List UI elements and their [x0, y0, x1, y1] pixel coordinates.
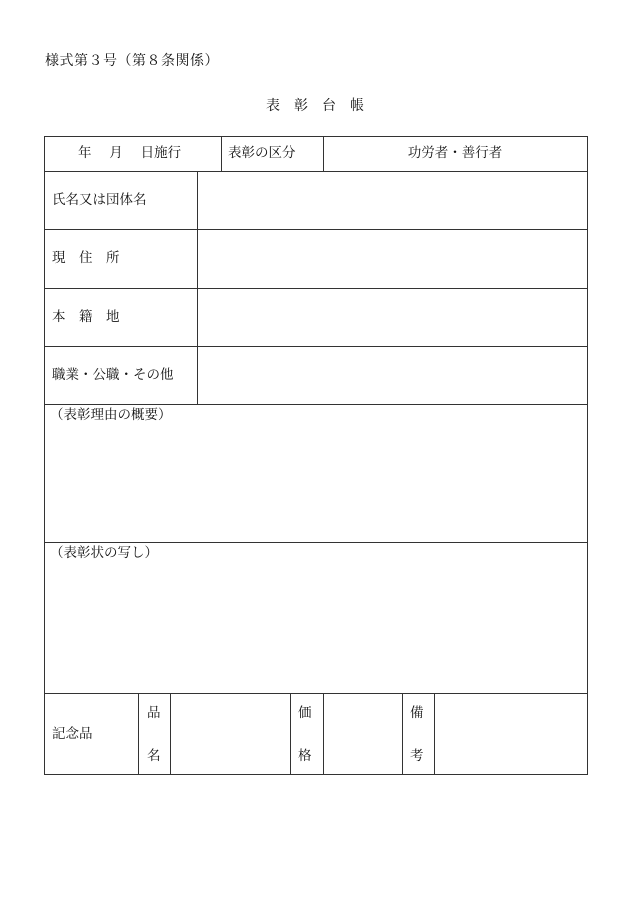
table-border-right — [587, 136, 588, 775]
row-divider — [44, 346, 588, 347]
column-divider — [290, 693, 291, 774]
column-divider — [323, 136, 324, 171]
table-border-left — [44, 136, 45, 775]
table-border-bottom — [44, 774, 588, 775]
meritorious-person-label: 功労者・善行者 — [407, 145, 503, 161]
row-divider — [44, 693, 588, 694]
column-divider — [323, 693, 324, 774]
column-divider — [170, 693, 171, 774]
award-reason-label: （表彰理由の概要） — [50, 407, 172, 423]
row-divider — [44, 229, 588, 230]
row-divider — [44, 171, 588, 172]
item-name-char-2: 名 — [147, 748, 161, 764]
remarks-char-1: 備 — [410, 705, 424, 721]
name-label: 氏名又は団体名 — [52, 192, 147, 208]
table-border-top — [44, 136, 588, 137]
certificate-copy-label: （表彰状の写し） — [50, 545, 158, 561]
occupation-label: 職業・公職・その他 — [52, 367, 174, 383]
commemorative-label: 記念品 — [52, 726, 93, 742]
row-divider — [44, 404, 588, 405]
price-char-2: 格 — [298, 748, 312, 764]
remarks-char-2: 考 — [410, 748, 424, 764]
price-char-1: 価 — [298, 705, 312, 721]
row-divider — [44, 288, 588, 289]
row-divider — [44, 542, 588, 543]
award-register-table — [44, 136, 588, 775]
label-column-divider — [197, 171, 198, 404]
column-divider — [434, 693, 435, 774]
item-name-char-1: 品 — [147, 705, 161, 721]
form-number: 様式第３号（第８条関係） — [45, 53, 219, 69]
domicile-label: 本 籍 地 — [52, 309, 120, 325]
enforcement-date-label: 年 月 日施行 — [78, 145, 182, 161]
award-category-label: 表彰の区分 — [228, 145, 296, 161]
column-divider — [402, 693, 403, 774]
column-divider — [221, 136, 222, 171]
form-title: 表 彰 台 帳 — [266, 98, 364, 114]
address-label: 現 住 所 — [52, 250, 120, 266]
column-divider — [138, 693, 139, 774]
